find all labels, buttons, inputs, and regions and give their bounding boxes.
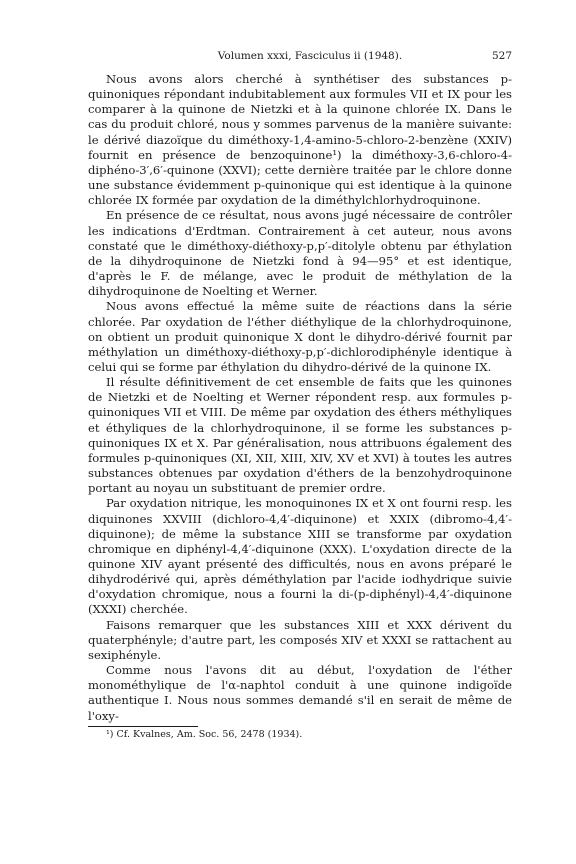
- paragraph-conclusion-formulas: Il résulte définitivement de cet ensemble de faits que les quinones de Nietzki et de Noelting et Werner répondent resp. aux formules p-quinoniques VII et VIII. De même par oxydation des éthers méthyliques et éthyliques de la chlorhydroquinone, il se forme les substances p-quinoniques IX et X. Par généralisation, nous attribuons également des formules p-quinoniques (XI, XII, XIII, XIV, XV et XVI) à toutes les autres substances obtenues par oxydation d'éthers de la benzohydroquinone portant au noyau un substituant de premier ordre.: [88, 375, 512, 496]
- paragraph-nitric-oxidation: Par oxydation nitrique, les monoquinones IX et X ont fourni resp. les diquinones XXVIII (dichloro-4,4′-diquinone) et XXIX (dibromo-4,4′-diquinone); de même la substance XIII se transforme par oxydation chromique en diphényl-4,4′-diquinone (XXX). L'oxydation directe de la quinone XIV ayant présenté des difficultés, nous en avons préparé le dihydrodérivé qui, après déméthylation par l'acide iodhydrique suivie d'oxydation chromique, nous a fourni la di-(p-diphényl)-4,4′-diquinone (XXXI) cherchée.: [88, 496, 512, 617]
- page-number: 527: [491, 50, 512, 62]
- footnote-divider: [88, 726, 198, 727]
- footnote: ¹) Cf. Kvalnes, Am. Soc. 56, 2478 (1934).: [106, 728, 303, 740]
- journal-volume: Volumen xxxi, Fasciculus ii (1948).: [217, 50, 403, 62]
- running-header: [88, 50, 512, 62]
- paragraph-erdtman-control: En présence de ce résultat, nous avons jugé nécessaire de contrôler les indications d'Erdtman. Contrairement à cet auteur, nous avons constaté que le diméthoxy-diéthoxy-p,p′-ditolyle obtenu par éthylation de la dihydroquinone de Nietzki fond à 94—95° et est identique, d'après le F. de mélange, avec le produit de méthylation de la dihydroquinone de Noelting et Werner.: [88, 208, 512, 299]
- body-text: [88, 72, 512, 724]
- paragraph-quaterphenyl: Faisons remarquer que les substances XIII et XXX dérivent du quaterphényle; d'autre part, les composés XIV et XXXI se rattachent au sexiphényle.: [88, 617, 512, 662]
- paragraph-chlorinated-series: Nous avons effectué la même suite de réactions dans la série chlorée. Par oxydation de l'éther diéthylique de la chlorhydroquinone, on obtient un produit quinonique X dont le dihydro-dérivé fournit par méthylation un diméthoxy-diéthoxy-p,p′-dichlorodiphényle identique à celui qui se forme par éthylation du dihydro-dérivé de la quinone IX.: [88, 299, 512, 374]
- paragraph-naphthol: Comme nous l'avons dit au début, l'oxydation de l'éther monométhylique de l'α-naphtol conduit à une quinone indigoïde authentique I. Nous nous sommes demandé s'il en serait de même de l'oxy-: [88, 663, 512, 723]
- journal-page: [88, 50, 512, 741]
- paragraph-synthesis: Nous avons alors cherché à synthétiser des substances p-quinoniques répondant indubitablement aux formules VII et IX pour les comparer à la quinone de Nietzki et à la quinone chlorée IX. Dans le cas du produit chloré, nous y sommes parvenus de la manière suivante: le dérivé diazoïque du diméthoxy-1,4-amino-5-chloro-2-benzène (XXIV) fournit en présence de benzoquinone¹) la diméthoxy-3,6-chloro-4-diphéno-3′,6′-quinone (XXVI); cette dernière traitée par le chlore donne une substance évidemment p-quinonique qui est identique à la quinone chlorée IX formée par oxydation de la diméthylchlorhydroquinone.: [88, 72, 512, 208]
